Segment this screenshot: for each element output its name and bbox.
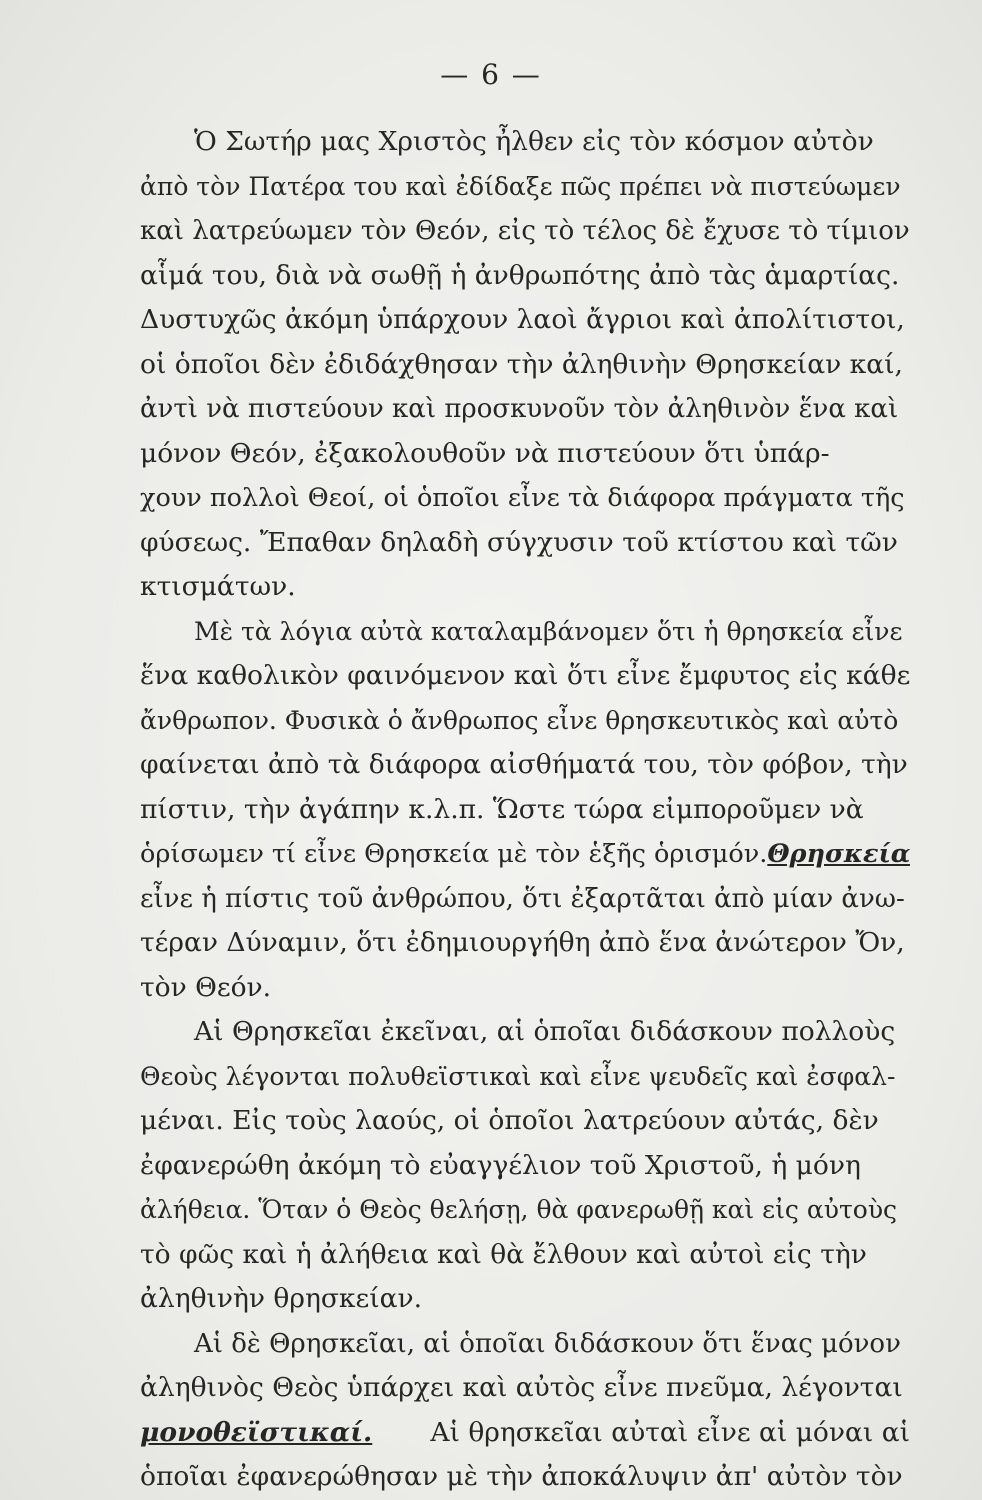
text-line: κτισμάτων. bbox=[140, 571, 296, 602]
text-line: εἶνε ἡ πίστις τοῦ ἀνθρώπου, ὅτι ἐξαρτᾶται ἀπὸ μίαν ἀνω- bbox=[140, 883, 905, 914]
text-line: ἀλήθεια. Ὅταν ὁ Θεὸς θελήσῃ, θὰ φανερωθῇ καὶ εἰς αὐτοὺς bbox=[140, 1195, 898, 1224]
text-line: πίστιν, τὴν ἀγάπην κ.λ.π. Ὥστε τώρα εἰμποροῦμεν νὰ bbox=[140, 793, 864, 825]
text-line: οἱ ὁποῖοι δὲν ἐδιδάχθησαν τὴν ἀληθινὴν Θρησκείαν καί, bbox=[140, 348, 903, 380]
text-line: χουν πολλοὶ Θεοί, οἱ ὁποῖοι εἶνε τὰ διάφορα πράγματα τῆς bbox=[140, 483, 905, 513]
text-line: ἐφανερώθη ἀκόμη τὸ εὐαγγέλιον τοῦ Χριστοῦ, ἡ μόνη bbox=[140, 1149, 861, 1181]
text-line: μονοθεϊστικαί. Αἱ θρησκεῖαι αὐταὶ εἶνε αἱ μόναι αἱ bbox=[140, 1411, 910, 1456]
text-line: Αἱ Θρησκεῖαι ἐκεῖναι, αἱ ὁποῖαι διδάσκουν πολλοὺς bbox=[194, 1016, 896, 1047]
text-line: ἀληθινὴν θρησκείαν. bbox=[140, 1283, 423, 1314]
text-line: ἀληθινὸς Θεὸς ὑπάρχει καὶ αὐτὸς εἶνε πνεῦμα, λέγονται bbox=[140, 1372, 903, 1403]
text-line: τὸ φῶς καὶ ἡ ἀλήθεια καὶ θὰ ἔλθουν καὶ αὐτοὶ εἰς τὴν bbox=[140, 1238, 867, 1270]
text-line: ἄνθρωπον. Φυσικὰ ὁ ἄνθρωπος εἶνε θρησκευτικὸς καὶ αὐτὸ bbox=[140, 705, 899, 735]
text-line: καὶ λατρεύωμεν τὸν Θεόν, εἰς τὸ τέλος δὲ ἔχυσε τὸ τίμιον bbox=[140, 216, 910, 246]
text-line: ἕνα καθολικὸν φαινόμενον καὶ ὅτι εἶνε ἔμφυτος εἰς κάθε bbox=[140, 660, 910, 691]
text-line: ὁποῖαι ἐφανερώθησαν μὲ τὴν ἀποκάλυψιν ἀπ' αὐτὸν τὸν bbox=[140, 1461, 903, 1492]
text-line: μόνον Θεόν, ἐξακολουθοῦν νὰ πιστεύουν ὅτι ὑπάρ- bbox=[140, 437, 830, 469]
text-line: Ὁ Σωτήρ μας Χριστὸς ἦλθεν εἰς τὸν κόσμον αὐτὸν bbox=[194, 126, 874, 157]
text-line: ὁρίσωμεν τί εἶνε Θρησκεία μὲ τὸν ἑξῆς ὁρισμόν. Θρησκεία bbox=[140, 832, 910, 877]
page-number: — 6 — bbox=[440, 58, 542, 91]
text-line: τέραν Δύναμιν, ὅτι ἐδημιουργήθη ἀπὸ ἕνα ἀνώτερον Ὄν, bbox=[140, 927, 905, 958]
text-line: φαίνεται ἀπὸ τὰ διάφορα αἰσθήματά του, τὸν φόβον, τὴν bbox=[140, 749, 908, 780]
text-line: Θεοὺς λέγονται πολυθεϊστικαὶ καὶ εἶνε ψευδεῖς καὶ ἐσφαλ- bbox=[140, 1061, 896, 1091]
emphasis-term: Θρησκεία bbox=[767, 839, 910, 869]
text-line: φύσεως. Ἔπαθαν δηλαδὴ σύγχυσιν τοῦ κτίστου καὶ τῶν bbox=[140, 526, 898, 558]
text-line: Αἱ δὲ Θρησκεῖαι, αἱ ὁποῖαι διδάσκουν ὅτι ἕνας μόνον bbox=[194, 1328, 901, 1359]
body-text bbox=[140, 120, 910, 1500]
text-line: Μὲ τὰ λόγια αὐτὰ καταλαμβάνομεν ὅτι ἡ θρησκεία εἶνε bbox=[194, 616, 903, 646]
emphasis-term: μονοθεϊστικαί. bbox=[140, 1416, 373, 1448]
text-line: αἷμά του, διὰ νὰ σωθῇ ἡ ἀνθρωπότης ἀπὸ τὰς ἁμαρτίας. bbox=[140, 259, 900, 291]
text-line: ἀπὸ τὸν Πατέρα του καὶ ἐδίδαξε πῶς πρέπει νὰ πιστεύωμεν bbox=[140, 171, 901, 201]
text-line: Δυστυχῶς ἀκόμη ὑπάρχουν λαοὶ ἄγριοι καὶ ἀπολίτιστοι, bbox=[140, 304, 905, 335]
text-line: τὸν Θεόν. bbox=[140, 971, 272, 1003]
text-line: ἀντὶ νὰ πιστεύουν καὶ προσκυνοῦν τὸν ἀληθινὸν ἕνα καὶ bbox=[140, 394, 899, 424]
text-line: μέναι. Εἰς τοὺς λαούς, οἱ ὁποῖοι λατρεύουν αὐτάς, δὲν bbox=[140, 1105, 879, 1136]
